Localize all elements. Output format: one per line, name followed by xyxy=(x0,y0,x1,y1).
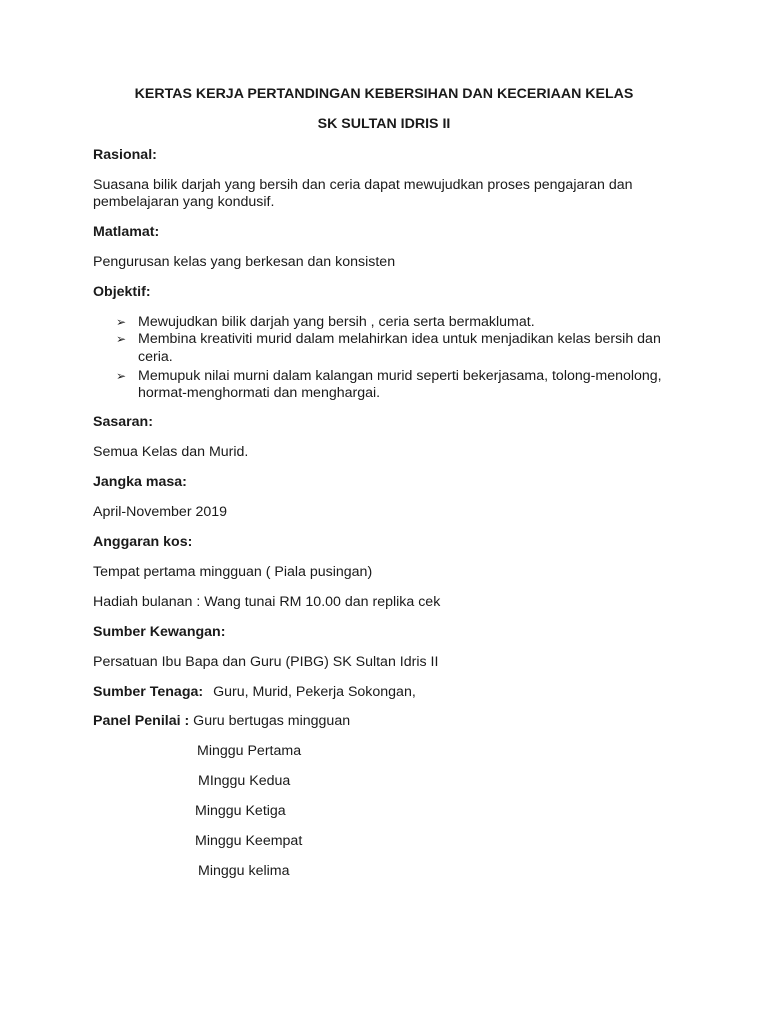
bullet-arrow-icon: ➢ xyxy=(116,332,127,346)
anggaran-kos-text2: Hadiah bulanan : Wang tunai RM 10.00 dan replika cek xyxy=(93,594,441,610)
week-item: Minggu Pertama xyxy=(197,743,302,759)
panel-penilai-heading: Panel Penilai : xyxy=(93,713,190,729)
week-item: Minggu Keempat xyxy=(195,833,303,849)
panel-penilai-text: Guru bertugas mingguan xyxy=(193,713,351,729)
jangka-masa-heading: Jangka masa: xyxy=(93,474,187,490)
objektif-item-2-line2: ceria. xyxy=(138,349,173,365)
anggaran-kos-heading: Anggaran kos: xyxy=(93,534,193,550)
matlamat-text: Pengurusan kelas yang berkesan dan konsisten xyxy=(93,254,396,270)
anggaran-kos-text1: Tempat pertama mingguan ( Piala pusingan) xyxy=(93,564,373,580)
panel-penilai-line xyxy=(93,712,350,730)
document-title: KERTAS KERJA PERTANDINGAN KEBERSIHAN DAN KECERIAAN KELAS xyxy=(134,86,634,102)
matlamat-heading: Matlamat: xyxy=(93,224,160,240)
sasaran-heading: Sasaran: xyxy=(93,414,153,430)
jangka-masa-text: April-November 2019 xyxy=(93,504,228,520)
sumber-tenaga-text: Guru, Murid, Pekerja Sokongan, xyxy=(213,684,416,700)
sumber-kewangan-text: Persatuan Ibu Bapa dan Guru (PIBG) SK Sultan Idris II xyxy=(93,654,439,670)
objektif-item-1: Mewujudkan bilik darjah yang bersih , ceria serta bermaklumat. xyxy=(138,314,535,330)
school-name: SK SULTAN IDRIS II xyxy=(317,116,451,132)
week-item: Minggu kelima xyxy=(198,863,290,879)
sumber-kewangan-heading: Sumber Kewangan: xyxy=(93,624,226,640)
rasional-text-line2: pembelajaran yang kondusif. xyxy=(93,194,275,210)
sumber-tenaga-line xyxy=(93,683,416,701)
rasional-heading: Rasional: xyxy=(93,147,157,163)
bullet-arrow-icon: ➢ xyxy=(116,315,127,329)
bullet-arrow-icon: ➢ xyxy=(116,369,127,383)
sasaran-text: Semua Kelas dan Murid. xyxy=(93,444,249,460)
objektif-item-3-line1: Memupuk nilai murni dalam kalangan murid seperti bekerjasama, tolong-menolong, xyxy=(138,368,662,384)
sumber-tenaga-heading: Sumber Tenaga: xyxy=(93,684,204,700)
week-item: MInggu Kedua xyxy=(198,773,291,789)
objektif-heading: Objektif: xyxy=(93,284,151,300)
rasional-text-line1: Suasana bilik darjah yang bersih dan ceria dapat mewujudkan proses pengajaran dan xyxy=(93,177,633,193)
objektif-item-3-line2: hormat-menghormati dan menghargai. xyxy=(138,385,381,401)
week-item: Minggu Ketiga xyxy=(195,803,286,819)
objektif-item-2-line1: Membina kreativiti murid dalam melahirkan idea untuk menjadikan kelas bersih dan xyxy=(138,331,661,347)
